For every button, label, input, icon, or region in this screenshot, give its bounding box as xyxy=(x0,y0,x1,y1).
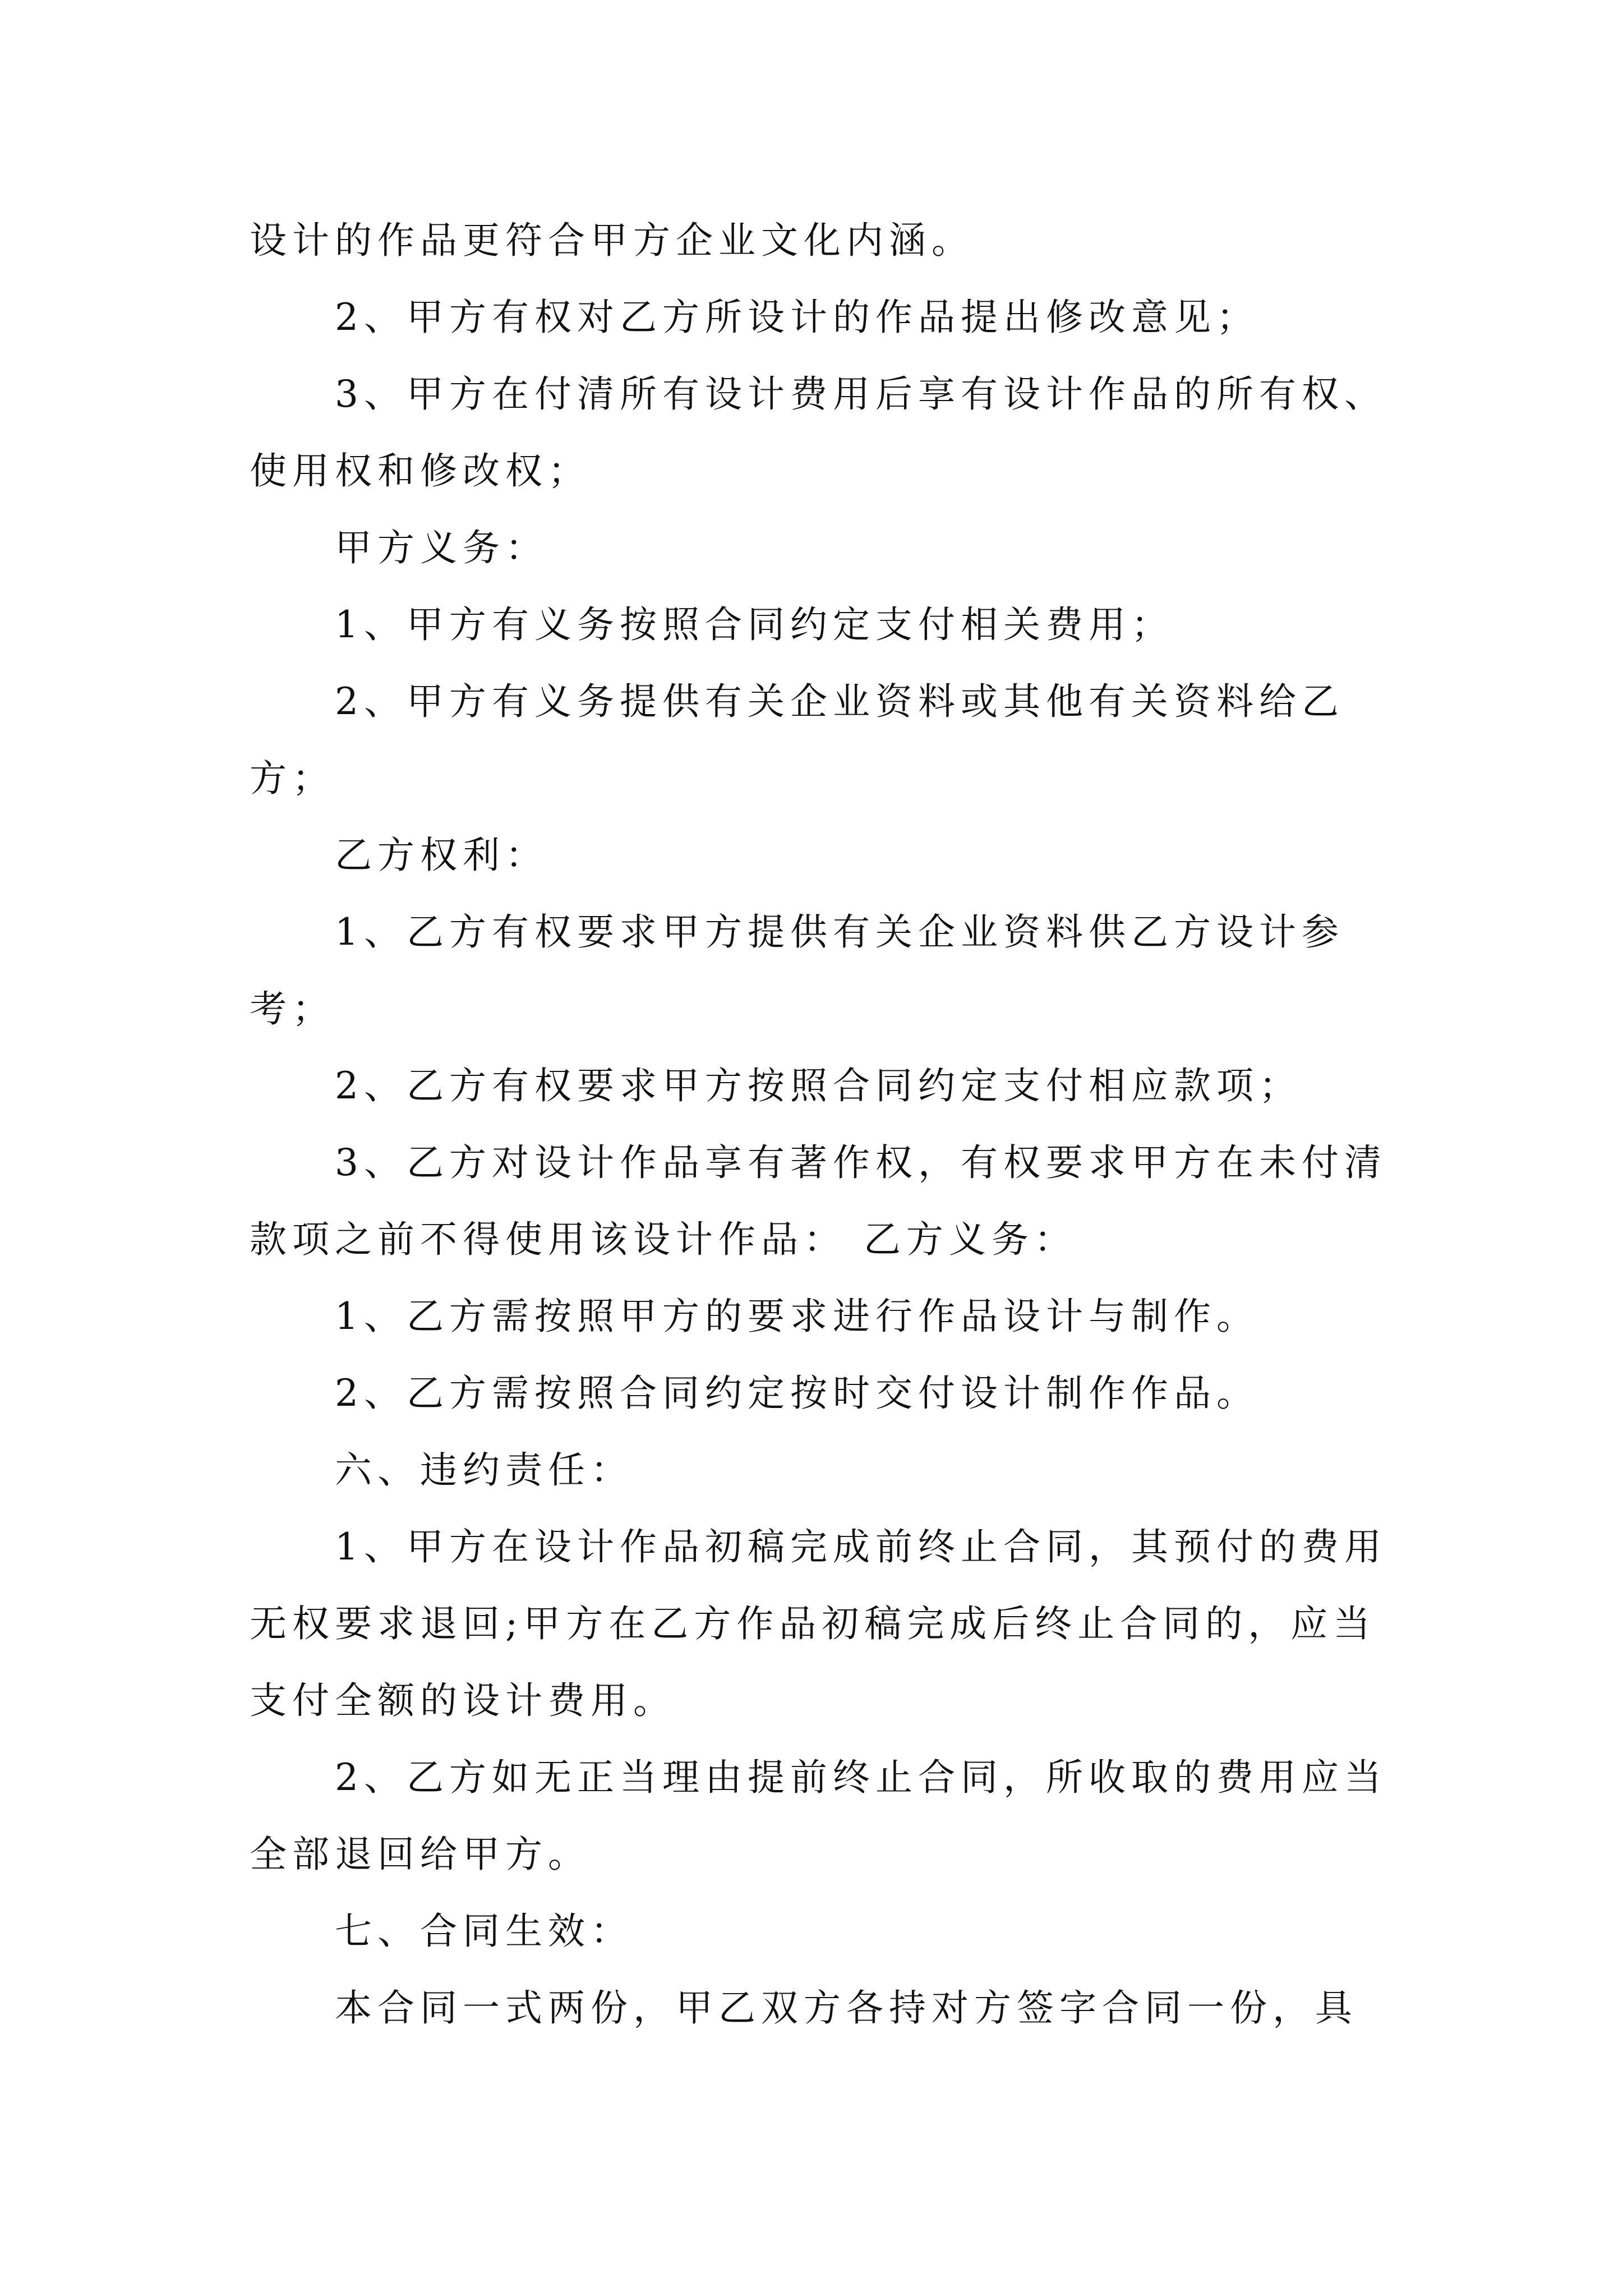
paragraph-party-a-right-3: 3、甲方在付清所有设计费用后享有设计作品的所有权、使用权和修改权； xyxy=(250,372,1387,493)
paragraph-party-a-obligation-1: 1、甲方有义务按照合同约定支付相关费用； xyxy=(335,603,1174,646)
heading-breach-liability: 六、违约责任： xyxy=(335,1448,633,1492)
paragraph-party-a-obligation-2: 2、甲方有义务提供有关企业资料或其他有关资料给乙方； xyxy=(250,680,1344,800)
paragraph-breach-2: 2、乙方如无正当理由提前终止合同，所收取的费用应当全部退回给甲方。 xyxy=(250,1756,1387,1876)
paragraph-party-b-right-3: 3、乙方对设计作品享有著作权，有权要求甲方在未付清款项之前不得使用该设计作品： 乙方义务： xyxy=(250,1141,1387,1261)
heading-contract-effect: 七、合同生效： xyxy=(335,1910,633,1953)
paragraph-breach-1: 1、甲方在设计作品初稿完成前终止合同，其预付的费用无权要求退回;甲方在乙方作品初稿完成后终止合同的，应当支付全额的设计费用。 xyxy=(250,1525,1387,1722)
paragraph-continuation: 设计的作品更符合甲方企业文化内涵。 xyxy=(250,219,974,262)
heading-party-b-rights: 乙方权利： xyxy=(335,834,548,877)
paragraph-contract-effect: 本合同一式两份，甲乙双方各持对方签字合同一份，具 xyxy=(335,1986,1358,2030)
paragraph-party-b-right-2: 2、乙方有权要求甲方按照合同约定支付相应款项； xyxy=(335,1064,1302,1107)
document-body xyxy=(250,202,1399,2046)
paragraph-party-b-right-1: 1、乙方有权要求甲方提供有关企业资料供乙方设计参考； xyxy=(250,910,1344,1030)
paragraph-party-a-right-2: 2、甲方有权对乙方所设计的作品提出修改意见； xyxy=(335,296,1259,339)
heading-party-a-obligations: 甲方义务： xyxy=(335,526,548,569)
paragraph-party-b-obligation-1: 1、乙方需按照甲方的要求进行作品设计与制作。 xyxy=(335,1295,1259,1338)
paragraph-party-b-obligation-2: 2、乙方需按照合同约定按时交付设计制作作品。 xyxy=(335,1372,1259,1415)
